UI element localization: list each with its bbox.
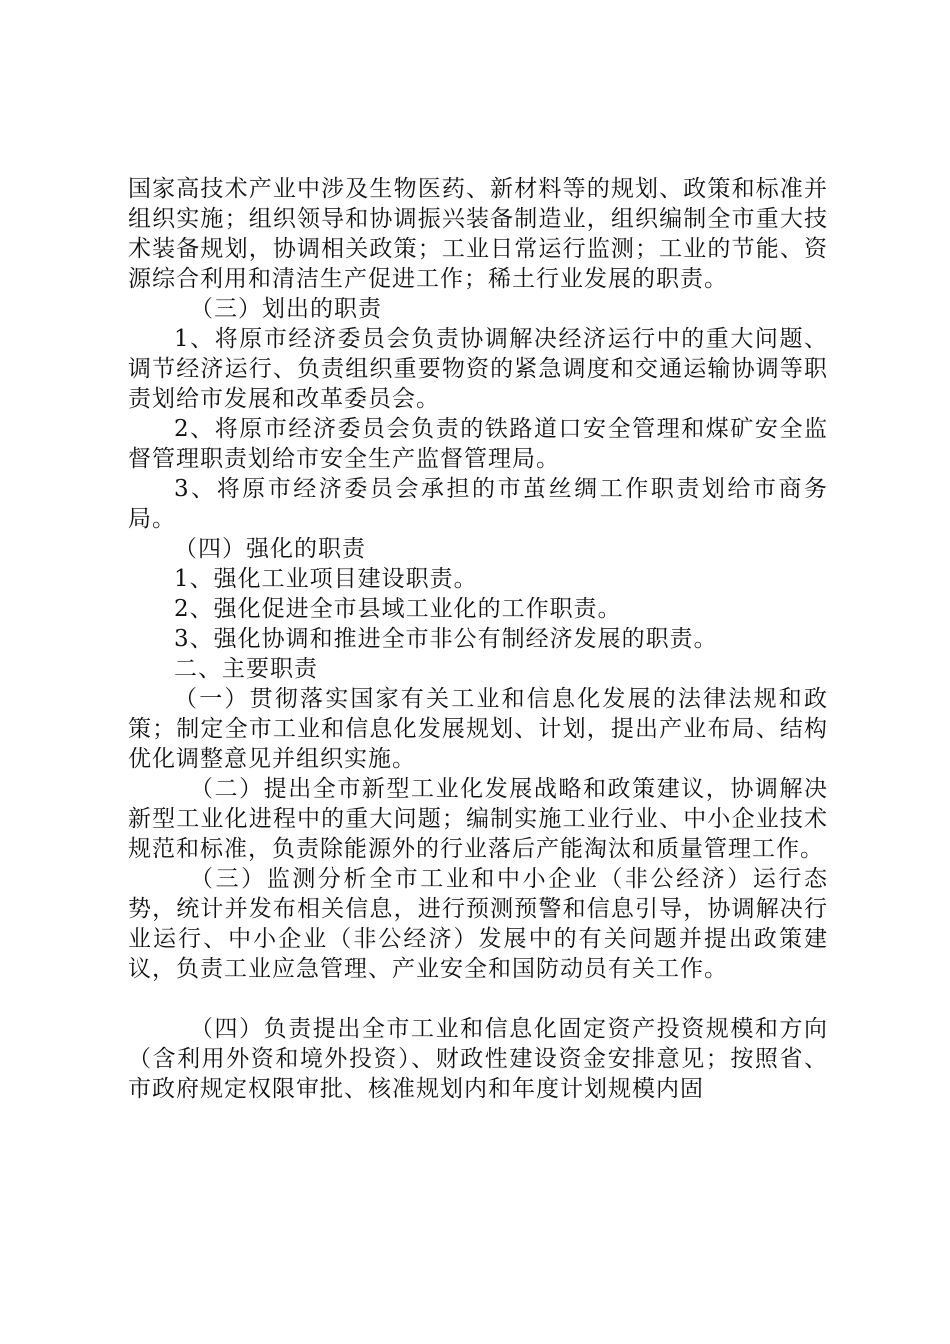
paragraph-main-duty-3: （三）监测分析全市工业和中小企业（非公经济）运行态势，统计并发布相关信息，进行预测预警和信息引导，协调解决行业运行、中小企业（非公经济）发展中的有关问题并提出政策建议，负责工业应急管理、产业安全和国防动员有关工作。 (128, 866, 828, 982)
paragraph-transferred-2: 2、将原市经济委员会负责的铁路道口安全管理和煤矿安全监督管理职责划给市安全生产监督管理局。 (128, 416, 828, 472)
paragraph-strengthened-2: 2、强化促进全市县域工业化的工作职责。 (174, 596, 622, 622)
paragraph-main-duty-4: （四）负责提出全市工业和信息化固定资产投资规模和方向（含利用外资和境外投资）、财政性建设资金安排意见；按照省、市政府规定权限审批、核准规划内和年度计划规模内固 (128, 1016, 828, 1102)
heading-main-duties: 二、主要职责 (174, 656, 318, 682)
paragraph-strengthened-1: 1、强化工业项目建设职责。 (174, 566, 478, 592)
paragraph-main-duty-1: （一）贯彻落实国家有关工业和信息化发展的法律法规和政策；制定全市工业和信息化发展规划、计划，提出产业布局、结构优化调整意见并组织实施。 (128, 686, 828, 772)
paragraph-spacer (128, 984, 828, 1014)
paragraph-strengthened-3: 3、强化协调和推进全市非公有制经济发展的职责。 (174, 626, 718, 652)
heading-strengthened-duties: （四）强化的职责 (174, 536, 366, 562)
paragraph-main-duty-2: （二）提出全市新型工业化发展战略和政策建议，协调解决新型工业化进程中的重大问题；编制实施工业行业、中小企业技术规范和标准，负责除能源外的行业落后产能淘汰和质量管理工作。 (128, 776, 828, 862)
paragraph-transferred-3: 3、将原市经济委员会承担的市茧丝绸工作职责划给市商务局。 (128, 476, 828, 532)
paragraph-continued-duties: 国家高技术产业中涉及生物医药、新材料等的规划、政策和标准并组织实施；组织领导和协调振兴装备制造业，组织编制全市重大技术装备规划，协调相关政策；工业日常运行监测；工业的节能、资源综合利用和清洁生产促进工作；稀土行业发展的职责。 (128, 176, 828, 292)
paragraph-transferred-1: 1、将原市经济委员会负责协调解决经济运行中的重大问题、调节经济运行、负责组织重要物资的紧急调度和交通运输协调等职责划给市发展和改革委员会。 (128, 326, 828, 412)
heading-transferred-duties: （三）划出的职责 (190, 296, 382, 322)
document-body (128, 174, 828, 1104)
